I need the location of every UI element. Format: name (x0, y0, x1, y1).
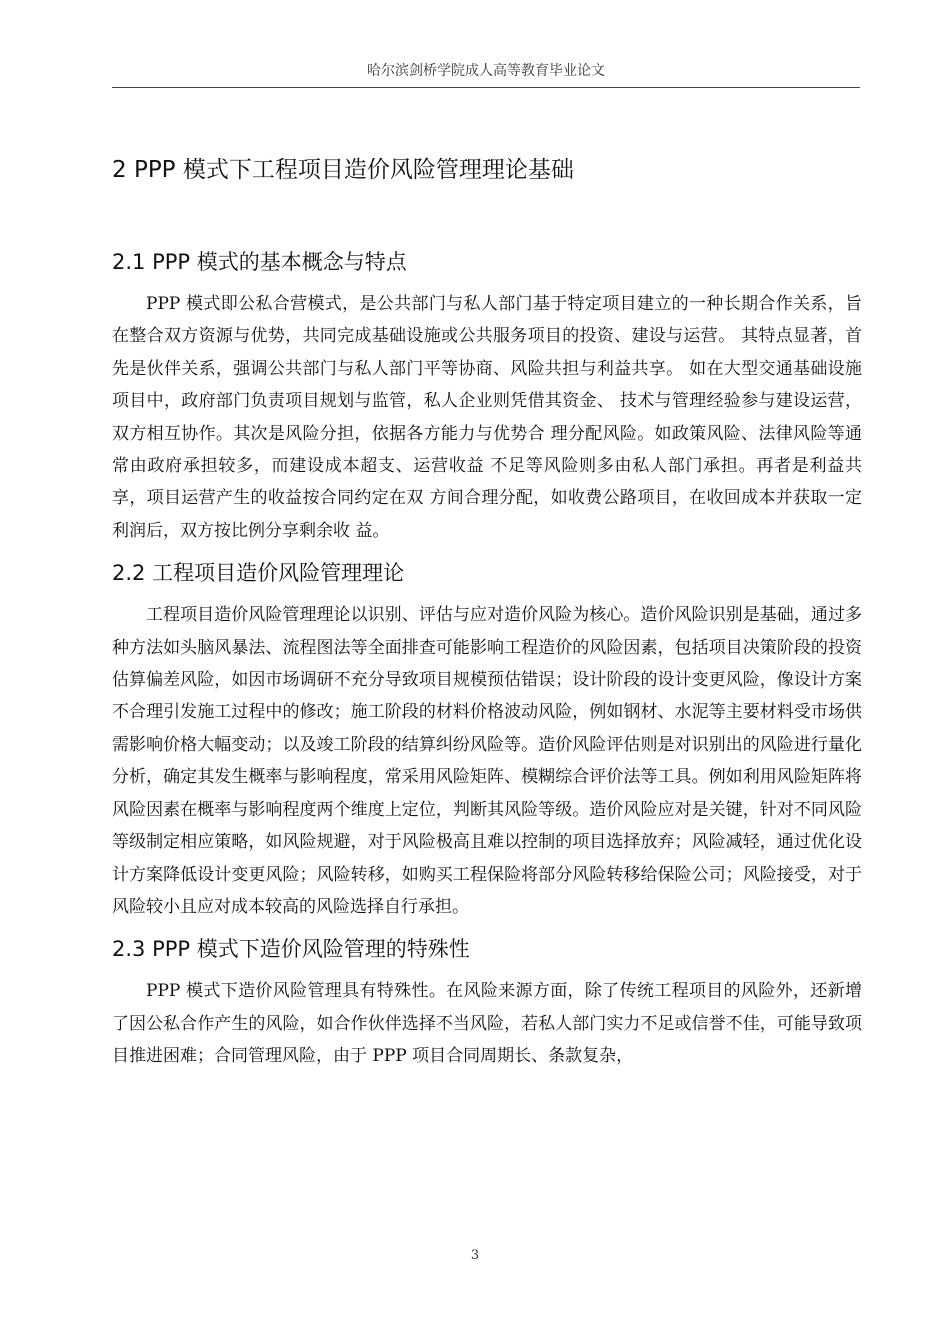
section-paragraph: PPP 模式下造价风险管理具有特殊性。在风险来源方面，除了传统工程项目的风险外，还新增了因公私合作产生的风险，如合作伙伴选择不当风险，若私人部门实力不足或信誉不佳，可能导致项目推进困难；合同管理风险，由于 PPP 项目合同周期长、条款复杂， (112, 981, 862, 1067)
section-title: 2.2 工程项目造价风险管理理论 (112, 561, 405, 586)
section-title: 2.3 PPP 模式下造价风险管理的特殊性 (112, 937, 470, 962)
section-paragraph: 工程项目造价风险管理理论以识别、评估与应对造价风险为核心。造价风险识别是基础，通过多种方法如头脑风暴法、流程图法等全面排查可能影响工程造价的风险因素，包括项目决策阶段的投资估算偏差风险，如因市场调研不充分导致项目规模预估错误；设计阶段的设计变更风险，像设计方案不合理引发施工过程中的修改；施工阶段的材料价格波动风险，例如钢材、水泥等主要材料受市场供需影响价格大幅变动；以及竣工阶段的结算纠纷风险等。造价风险评估则是对识别出的风险进行量化分析，确定其发生概率与影响程度，常采用风险矩阵、模糊综合评价法等工具。例如利用风险矩阵将风险因素在概率与影响程度两个维度上定位，判断其风险等级。造价风险应对是关键，针对不同风险等级制定相应策略，如风险规避，对于风险极高且难以控制的项目选择放弃；风险减轻，通过优化设计方案降低设计变更风险；风险转移，如购买工程保险将部分风险转移给保险公司；风险接受，对于风险较小且应对成本较高的风险选择自行承担。 (112, 605, 862, 917)
section-title: 2.1 PPP 模式的基本概念与特点 (112, 250, 407, 274)
chapter-title: 2 PPP 模式下工程项目造价风险管理理论基础 (112, 157, 574, 183)
page-number: 3 (470, 1248, 480, 1263)
page-header: 哈尔滨剑桥学院成人高等教育毕业论文 (112, 58, 860, 88)
page-content (112, 150, 862, 1077)
section-paragraph: PPP 模式即公私合营模式，是公共部门与私人部门基于特定项目建立的一种长期合作关系，旨在整合双方资源与优势，共同完成基础设施或公共服务项目的投资、建设与运营。 其特点显著，首先是伙伴关系，强调公共部门与私人部门平等协商、风险共担与利益共享。 如在大型交通基础设施项目中，政府部门负责项目规划与监管，私人企业则凭借其资金、 技术与管理经验参与建设运营，双方相互协作。其次是风险分担，依据各方能力与优势合 理分配风险。如政策风险、法律风险等通常由政府承担较多，而建设成本超支、运营收益 不足等风险则多由私人部门承担。再者是利益共享，项目运营产生的收益按合同约定在双 方间合理分配，如收费公路项目，在收回成本并获取一定利润后，双方按比例分享剩余收 益。 (112, 294, 862, 541)
